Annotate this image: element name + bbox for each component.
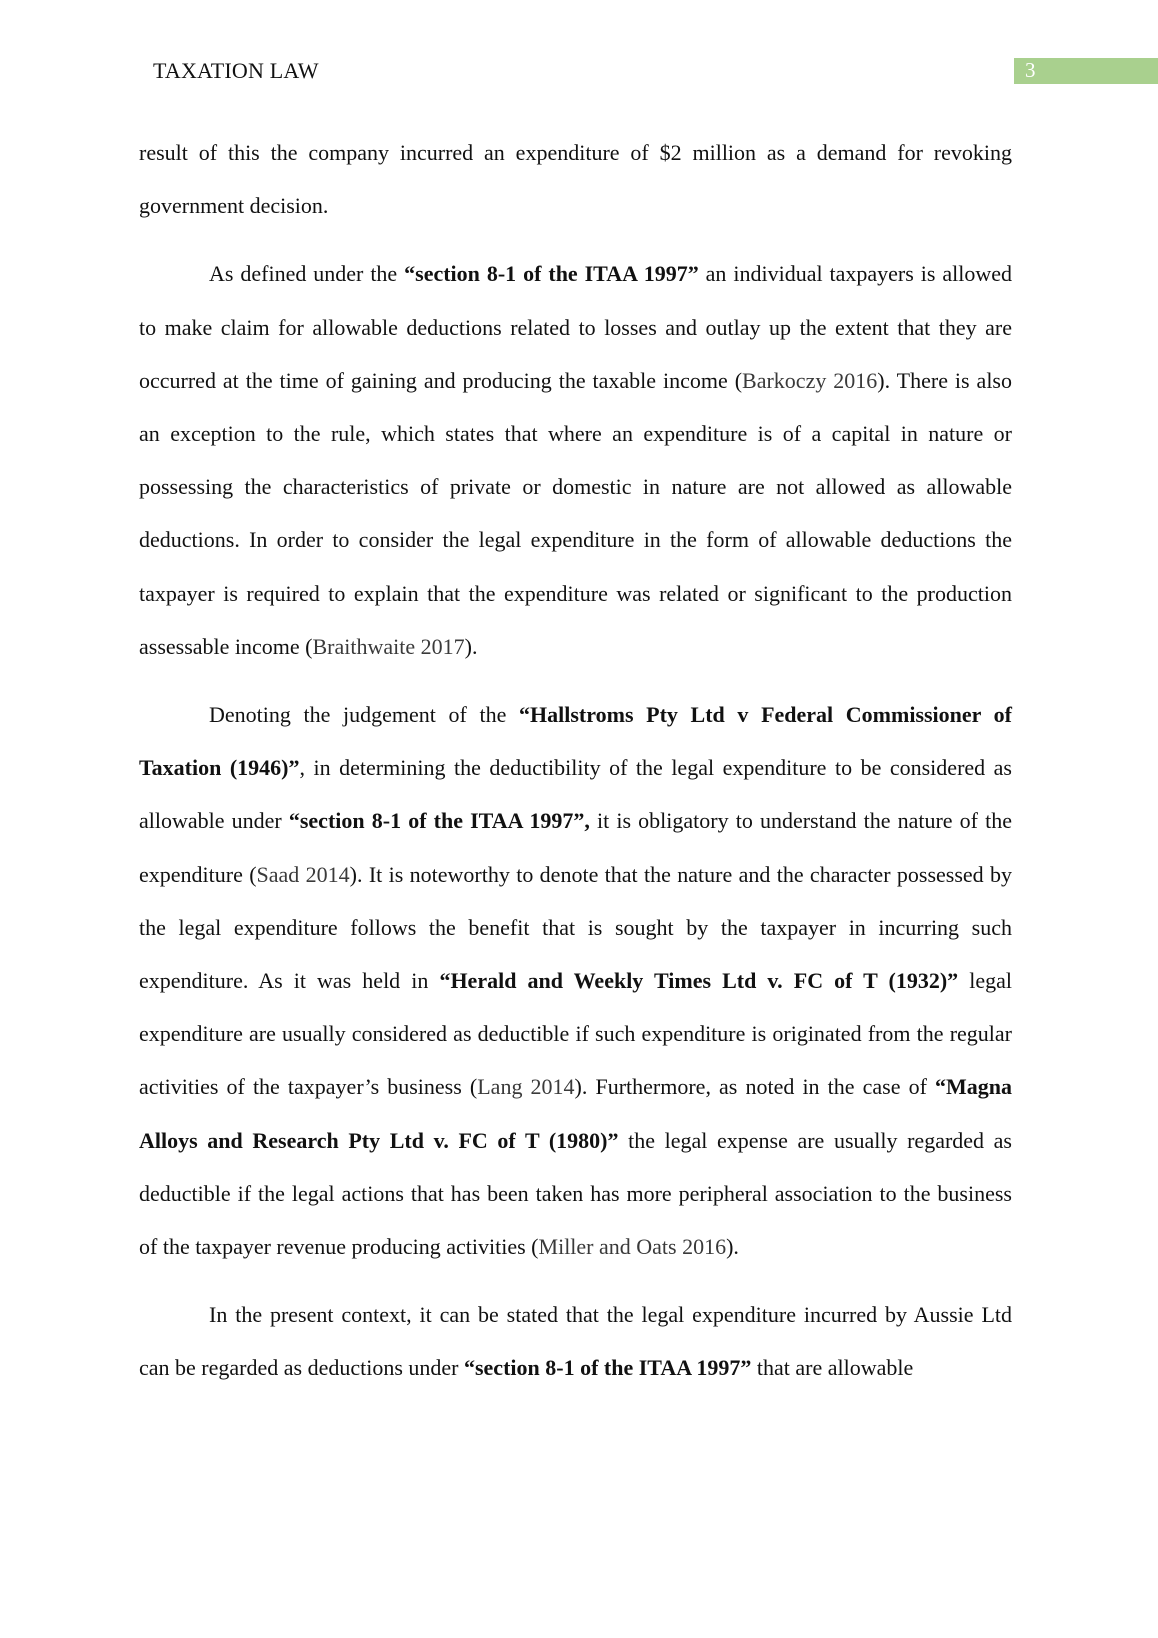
paragraph-4 [139, 1288, 1012, 1394]
case-reference: “Hallstroms Pty Ltd v Federal Commissioner of Taxation (1946)” [139, 702, 1013, 781]
text-run: As defined under the [209, 261, 405, 287]
case-reference: “Herald and Weekly Times Ltd v. FC of T (1932)” [439, 968, 959, 994]
paragraph-2 [139, 247, 1012, 673]
paragraph-3 [139, 688, 1012, 1273]
statute-reference: “section 8-1 of the ITAA 1997” [404, 261, 699, 287]
body-text [139, 126, 1012, 1395]
text-run: the legal expense are usually regarded as deductible if the legal actions that has been taken has more peripheral association to the business of the taxpayer revenue producing activities ( [139, 1127, 1012, 1260]
statute-reference: “section 8-1 of the ITAA 1997”, [288, 808, 590, 834]
text-run: an individual taxpayers is allowed to make claim for allowable deductions related to losses and outlay up the extent that they are occurred at the time of gaining and producing the taxable income ( [139, 261, 1012, 393]
statute-reference: “section 8-1 of the ITAA 1997” [463, 1355, 752, 1381]
text-run: that are allowable [751, 1355, 914, 1381]
text-run: ). It is noteworthy to denote that the nature and the character possessed by the legal expenditure follows the benefit that is sought by the taxpayer in incurring such expenditure. As it was held in [139, 861, 1013, 994]
text-run: ). [464, 633, 478, 659]
case-reference: “Magna Alloys and Research Pty Ltd v. FC of T (1980)” [139, 1074, 1013, 1153]
page-number-box [1014, 58, 1158, 84]
citation: Miller and Oats 2016 [538, 1234, 727, 1260]
text-run: In the present context, it can be stated that the legal expenditure incurred by Aussie Ltd can be regarded as deductions under [139, 1302, 1012, 1381]
citation: Saad 2014 [256, 861, 350, 887]
text-run: , in determining the deductibility of the legal expenditure to be considered as allowable under [139, 755, 1012, 834]
citation: Barkoczy 2016 [742, 367, 878, 393]
running-header-title: TAXATION LAW [153, 58, 319, 83]
text-run: ). [726, 1234, 739, 1260]
citation: Braithwaite 2017 [312, 633, 465, 659]
citation: Lang 2014 [477, 1074, 575, 1100]
text-run: it is obligatory to understand the nature of the expenditure ( [139, 808, 1013, 887]
paragraph-1-text: result of this the company incurred an expenditure of $2 million as a demand for revoking government decision. [139, 140, 1012, 219]
text-run: Denoting the judgement of the [209, 702, 520, 728]
page-number: 3 [1025, 58, 1036, 82]
text-run: ). There is also an exception to the rule, which states that where an expenditure is of a capital in nature or possessing the characteristics of private or domestic in nature are not allowed as allowable deductions. In order to consider the legal expenditure in the form of allowable deductions the taxpayer is required to explain that the expenditure was related or significant to the production assessable income ( [139, 367, 1012, 659]
text-run: ). Furthermore, as noted in the case of [574, 1074, 936, 1100]
paragraph-1 [139, 126, 1012, 232]
text-run: legal expenditure are usually considered as deductible if such expenditure is originated from the regular activities of the taxpayer’s business ( [139, 968, 1012, 1100]
